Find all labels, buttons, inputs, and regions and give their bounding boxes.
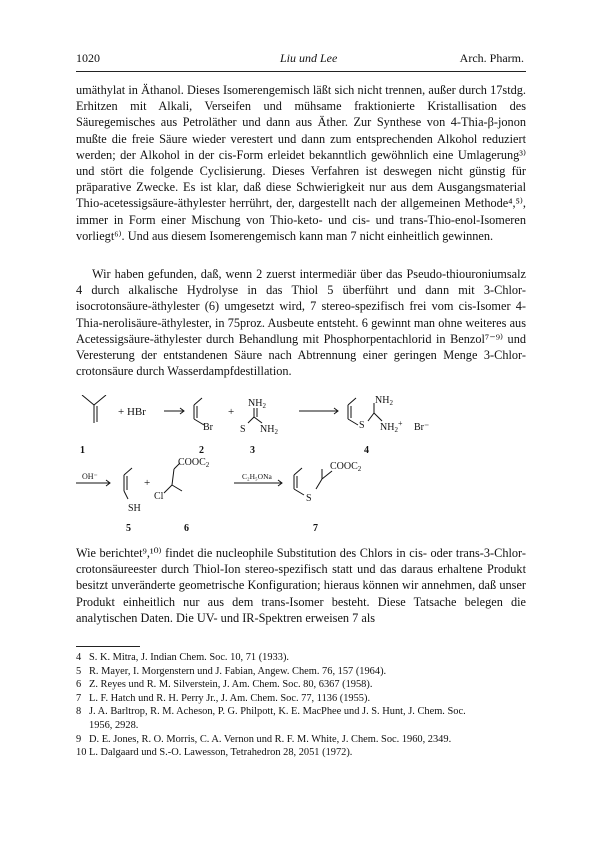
thiouronium-s: S (359, 420, 365, 431)
thioether-s: S (306, 493, 312, 504)
footnote: 5 R. Mayer, I. Morgenstern und J. Fabian, Angew. Chem. 76, 157 (1964). (76, 665, 387, 677)
thiol-sh: SH (128, 503, 141, 514)
footnote: 8 J. A. Barltrop, R. M. Acheson, P. G. Philpott, K. E. MacPhee und J. S. Hunt, J. Chem. Soc. (76, 706, 466, 718)
page-number: 1020 (76, 51, 100, 65)
reagent-hbr: + HBr (118, 406, 146, 418)
footnote: 6 Z. Reyes und R. M. Silverstein, J. Am. Chem. Soc. 80, 6367 (1958). (76, 679, 373, 691)
body-paragraph-1 (76, 82, 526, 244)
compound-number-5: 5 (126, 523, 131, 534)
paragraph-text: umäthylat in Äthanol. Dieses Isomerengemisch läßt sich nicht trennen, außer durch 17stdg. Erhitzen mit Alkali, Verseifen und mühsame fraktionierte Kristallisation des Säuregemisches aus Petroläther und dann aus Äther. Zur Synthese von 4-Thia-β-jonon mußte die freie Säure wieder verestert und dann zum entsprechenden Alkohol reduziert werden; der Alkohol in der cis-Form erleidet bekanntlich gewöhnlich eine Umlagerung³⁾ und stört die folgende Cyclisierung. Dieses Verfahren ist deswegen nicht günstig für präparative Zwecke. Es ist klar, daß diese Schwierigkeit nur aus dem Ausgangsmaterial Thio-acetessigsäure-äthylester herrührt, der, dargestellt nach der allgemeinen Methode⁴,⁵⁾, immer in Form einer Mischung von Thio-keto- und cis- und trans-Thio-enol-Isomeren vorliegt⁶⁾. Und aus diesem Isomerengemisch kann man 7 nicht einheitlich gewinnen. (76, 83, 526, 243)
footnote-continuation: 1956, 2928. (89, 719, 139, 731)
plus-sign: + (228, 406, 235, 418)
ester-group-6: $COOC_2$ (178, 457, 210, 469)
footnote-rule (76, 646, 140, 647)
compound-number-4: 4 (364, 445, 369, 456)
thiourea-nh2-top: $NH_2$ (248, 398, 266, 410)
thiourea-nh2-bottom: $NH_2$ (260, 424, 278, 436)
chlorine-label: Cl (154, 491, 164, 502)
hydroxide-reagent: OH⁻ (82, 472, 98, 481)
footnotes (76, 646, 526, 760)
thiourea-s: S (240, 424, 246, 435)
ester-group-7: $COOC_2$ (330, 461, 362, 473)
running-header (76, 51, 524, 67)
thiouronium-nh2: $NH_2$ (375, 395, 393, 407)
thiouronium-nh2-plus: $NH_2^+$ (380, 419, 403, 434)
footnote: 4 S. K. Mitra, J. Indian Chem. Soc. 10, 71 (1933). (76, 652, 290, 663)
header-authors: Liu und Lee (280, 51, 338, 65)
compound-number-7: 7 (313, 523, 318, 534)
footnote: 7 L. F. Hatch und R. H. Perry Jr., J. Am. Chem. Soc. 77, 1136 (1955). (76, 692, 371, 704)
reagent-sodium-ethoxide: C₂H₅ONa (242, 472, 272, 481)
bromine-label: Br (203, 422, 213, 433)
paragraph-text: Wie berichtet⁹,¹⁰⁾ findet die nucleophile Substitution des Chlors in cis- oder trans-3-Chlor-crotonsäureester durch Thiol-Ion stereo-spezifisch statt und das daraus erhaltene Produkt besitzt unveränderte geometrische Konfiguration; hieraus können wir annehmen, daß unser Produkt einheitlich nur aus dem trans-Isomer besteht. Diese Tatsache belegen die analytischen Daten. Die UV- und IR-Spektren erweisen 7 als (76, 546, 526, 625)
compound-number-3: 3 (250, 445, 255, 456)
paragraph-text: Wir haben gefunden, daß, wenn 2 zuerst intermediär über das Pseudo-thiouroniumsalz 4 durch alkalische Hydrolyse in das Thiol 5 überführt und dann mit 3-Chlor-isocrotonsäure-äthylester (6) umgesetzt wird, 7 stereo-spezifisch frei vom cis-Isomer 4-Thia-nerolisäure-äthylester, in 75proz. Ausbeute entsteht. 6 gewinnt man ohne weiteres aus Acetessigsäure-äthylester durch Behandlung mit Phosphorpentachlorid in Benzol⁷⁻⁹⁾ und Veresterung der entstandenen Säure nach Abtrennung einer geringen Menge 3-Chlor-crotonsäure durch Wasserdampfdestillation. (76, 267, 526, 379)
header-journal: Arch. Pharm. (459, 51, 524, 65)
compound-number-6: 6 (184, 523, 189, 534)
body-paragraph-3 (76, 545, 526, 626)
body-paragraph-2 (76, 266, 526, 379)
footnote: 10 L. Dalgaard und S.-O. Lawesson, Tetrahedron 28, 2051 (1972). (76, 747, 353, 759)
compound-number-1: 1 (80, 445, 85, 456)
bromide-anion: Br⁻ (414, 422, 430, 433)
compound-number-2: 2 (199, 445, 204, 456)
footnote: 9 D. E. Jones, R. O. Morris, C. A. Vernon und R. F. M. White, J. Chem. Soc. 1960, 2349. (76, 733, 452, 745)
plus-sign-2: + (144, 477, 151, 489)
header-rule (76, 71, 526, 72)
reaction-scheme (76, 395, 526, 543)
